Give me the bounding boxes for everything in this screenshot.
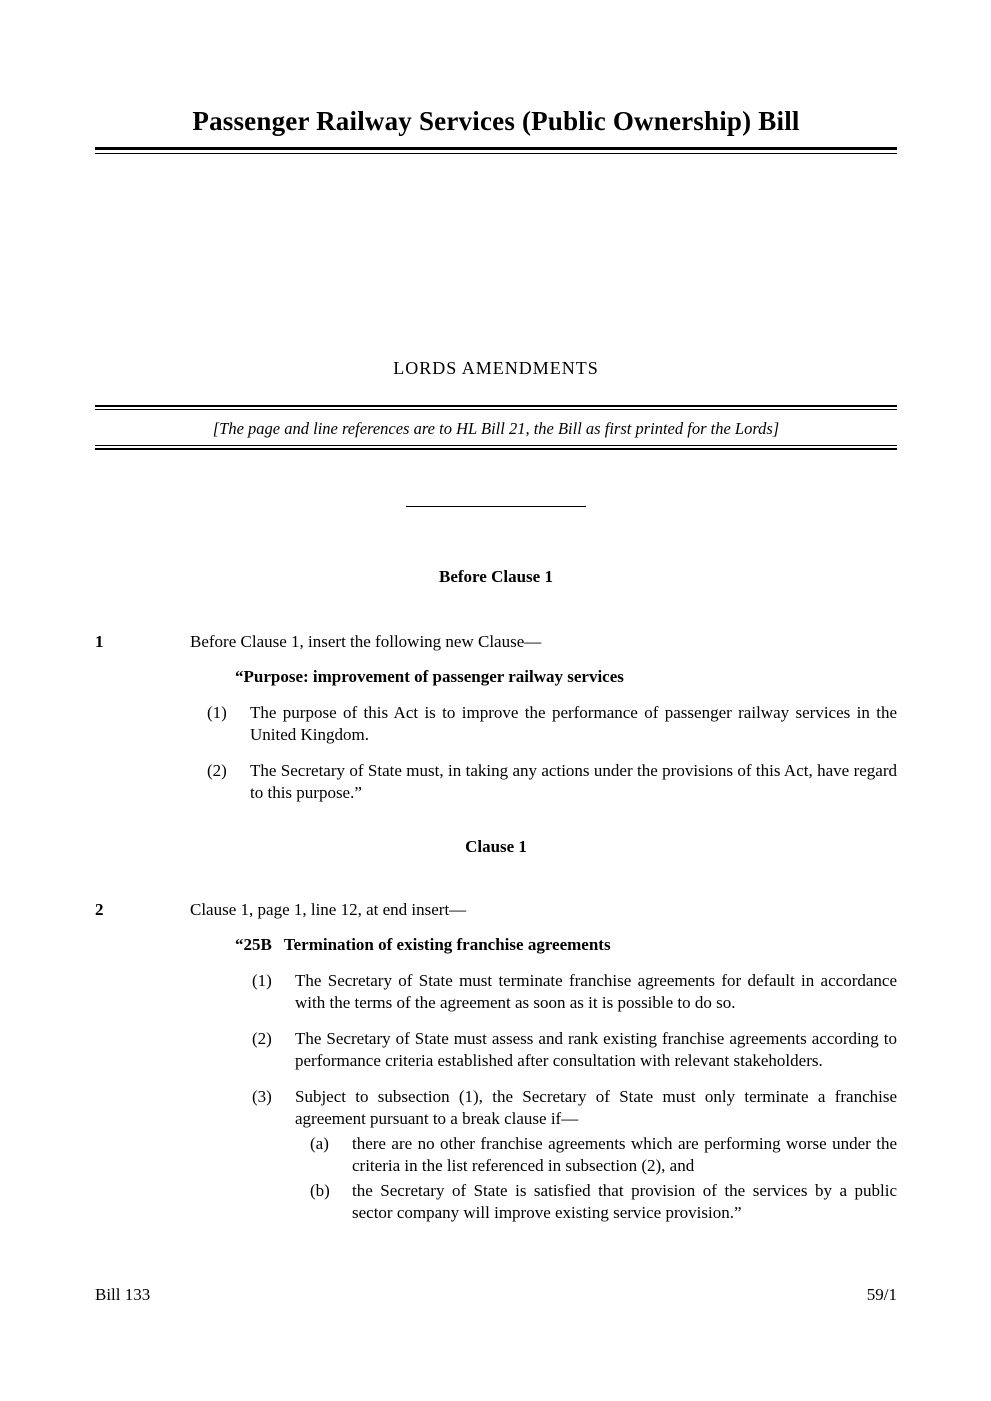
subsection-text: The Secretary of State must assess and rank existing franchise agreements according to performance criteria established after consultation with relevant stakeholders. [295, 1029, 897, 1070]
section-divider [406, 506, 586, 507]
subsection-text: The purpose of this Act is to improve the performance of passenger railway services in the United Kingdom. [250, 703, 897, 744]
subsection-marker: (1) [252, 971, 272, 990]
amendment-number: 2 [95, 900, 104, 919]
sub-item-text: the Secretary of State is satisfied that provision of the services by a public sector company will improve existing service provision.” [352, 1181, 897, 1222]
subsection-body [295, 1086, 897, 1223]
subsection-text: The Secretary of State must terminate franchise agreements for default in accordance with the terms of the agreement as soon as it is possible to do so. [295, 971, 897, 1012]
sub-item-marker: (a) [310, 1134, 329, 1153]
subsection [207, 760, 897, 803]
sub-item [310, 1180, 897, 1223]
section-heading-before-clause-1: Before Clause 1 [439, 567, 553, 586]
new-clause-title: “Purpose: improvement of passenger railway services [235, 666, 624, 686]
reference-note-rule-bottom [95, 445, 897, 450]
sub-item-text: there are no other franchise agreements which are performing worse under the criteria in the list referenced in subsection (2), and [352, 1134, 897, 1175]
amendment-number: 1 [95, 632, 104, 651]
amendment-body [190, 631, 897, 803]
amendment-1 [95, 631, 897, 803]
sub-item-marker: (b) [310, 1181, 330, 1200]
subsection-marker: (2) [252, 1029, 272, 1048]
subsection [207, 702, 897, 745]
amendment-lead: Before Clause 1, insert the following new Clause— [190, 632, 542, 651]
subsection [252, 1086, 897, 1223]
new-clause-number: “25B [235, 934, 272, 954]
subsection-marker: (1) [207, 703, 227, 722]
subsection [252, 970, 897, 1013]
subsection-text: Subject to subsection (1), the Secretary of State must only terminate a franchise agreement pursuant to a break clause if— [295, 1087, 897, 1128]
footer-page-ref: 59/1 [866, 1285, 897, 1304]
lords-amendments-heading: LORDS AMENDMENTS [393, 358, 599, 378]
amendment-2 [95, 899, 897, 1223]
subsection-marker: (2) [207, 761, 227, 780]
new-clause-title-text: Termination of existing franchise agreements [283, 934, 611, 954]
amendment-lead: Clause 1, page 1, line 12, at end insert— [190, 900, 467, 919]
page-title: Passenger Railway Services (Public Ownership) Bill [192, 106, 800, 136]
subsection-text: The Secretary of State must, in taking any actions under the provisions of this Act, have regard to this purpose.” [250, 761, 897, 802]
reference-note: [The page and line references are to HL Bill 21, the Bill as first printed for the Lords] [212, 419, 780, 438]
subsection [252, 1028, 897, 1071]
section-heading-clause-1: Clause 1 [465, 837, 527, 856]
subsection-marker: (3) [252, 1087, 272, 1106]
title-rule [95, 147, 897, 154]
page-footer [95, 1285, 897, 1305]
new-clause-title [235, 934, 897, 956]
sub-item [310, 1133, 897, 1176]
footer-bill-number: Bill 133 [95, 1285, 151, 1304]
amendment-body [190, 899, 897, 1223]
reference-note-rule-top [95, 405, 897, 410]
